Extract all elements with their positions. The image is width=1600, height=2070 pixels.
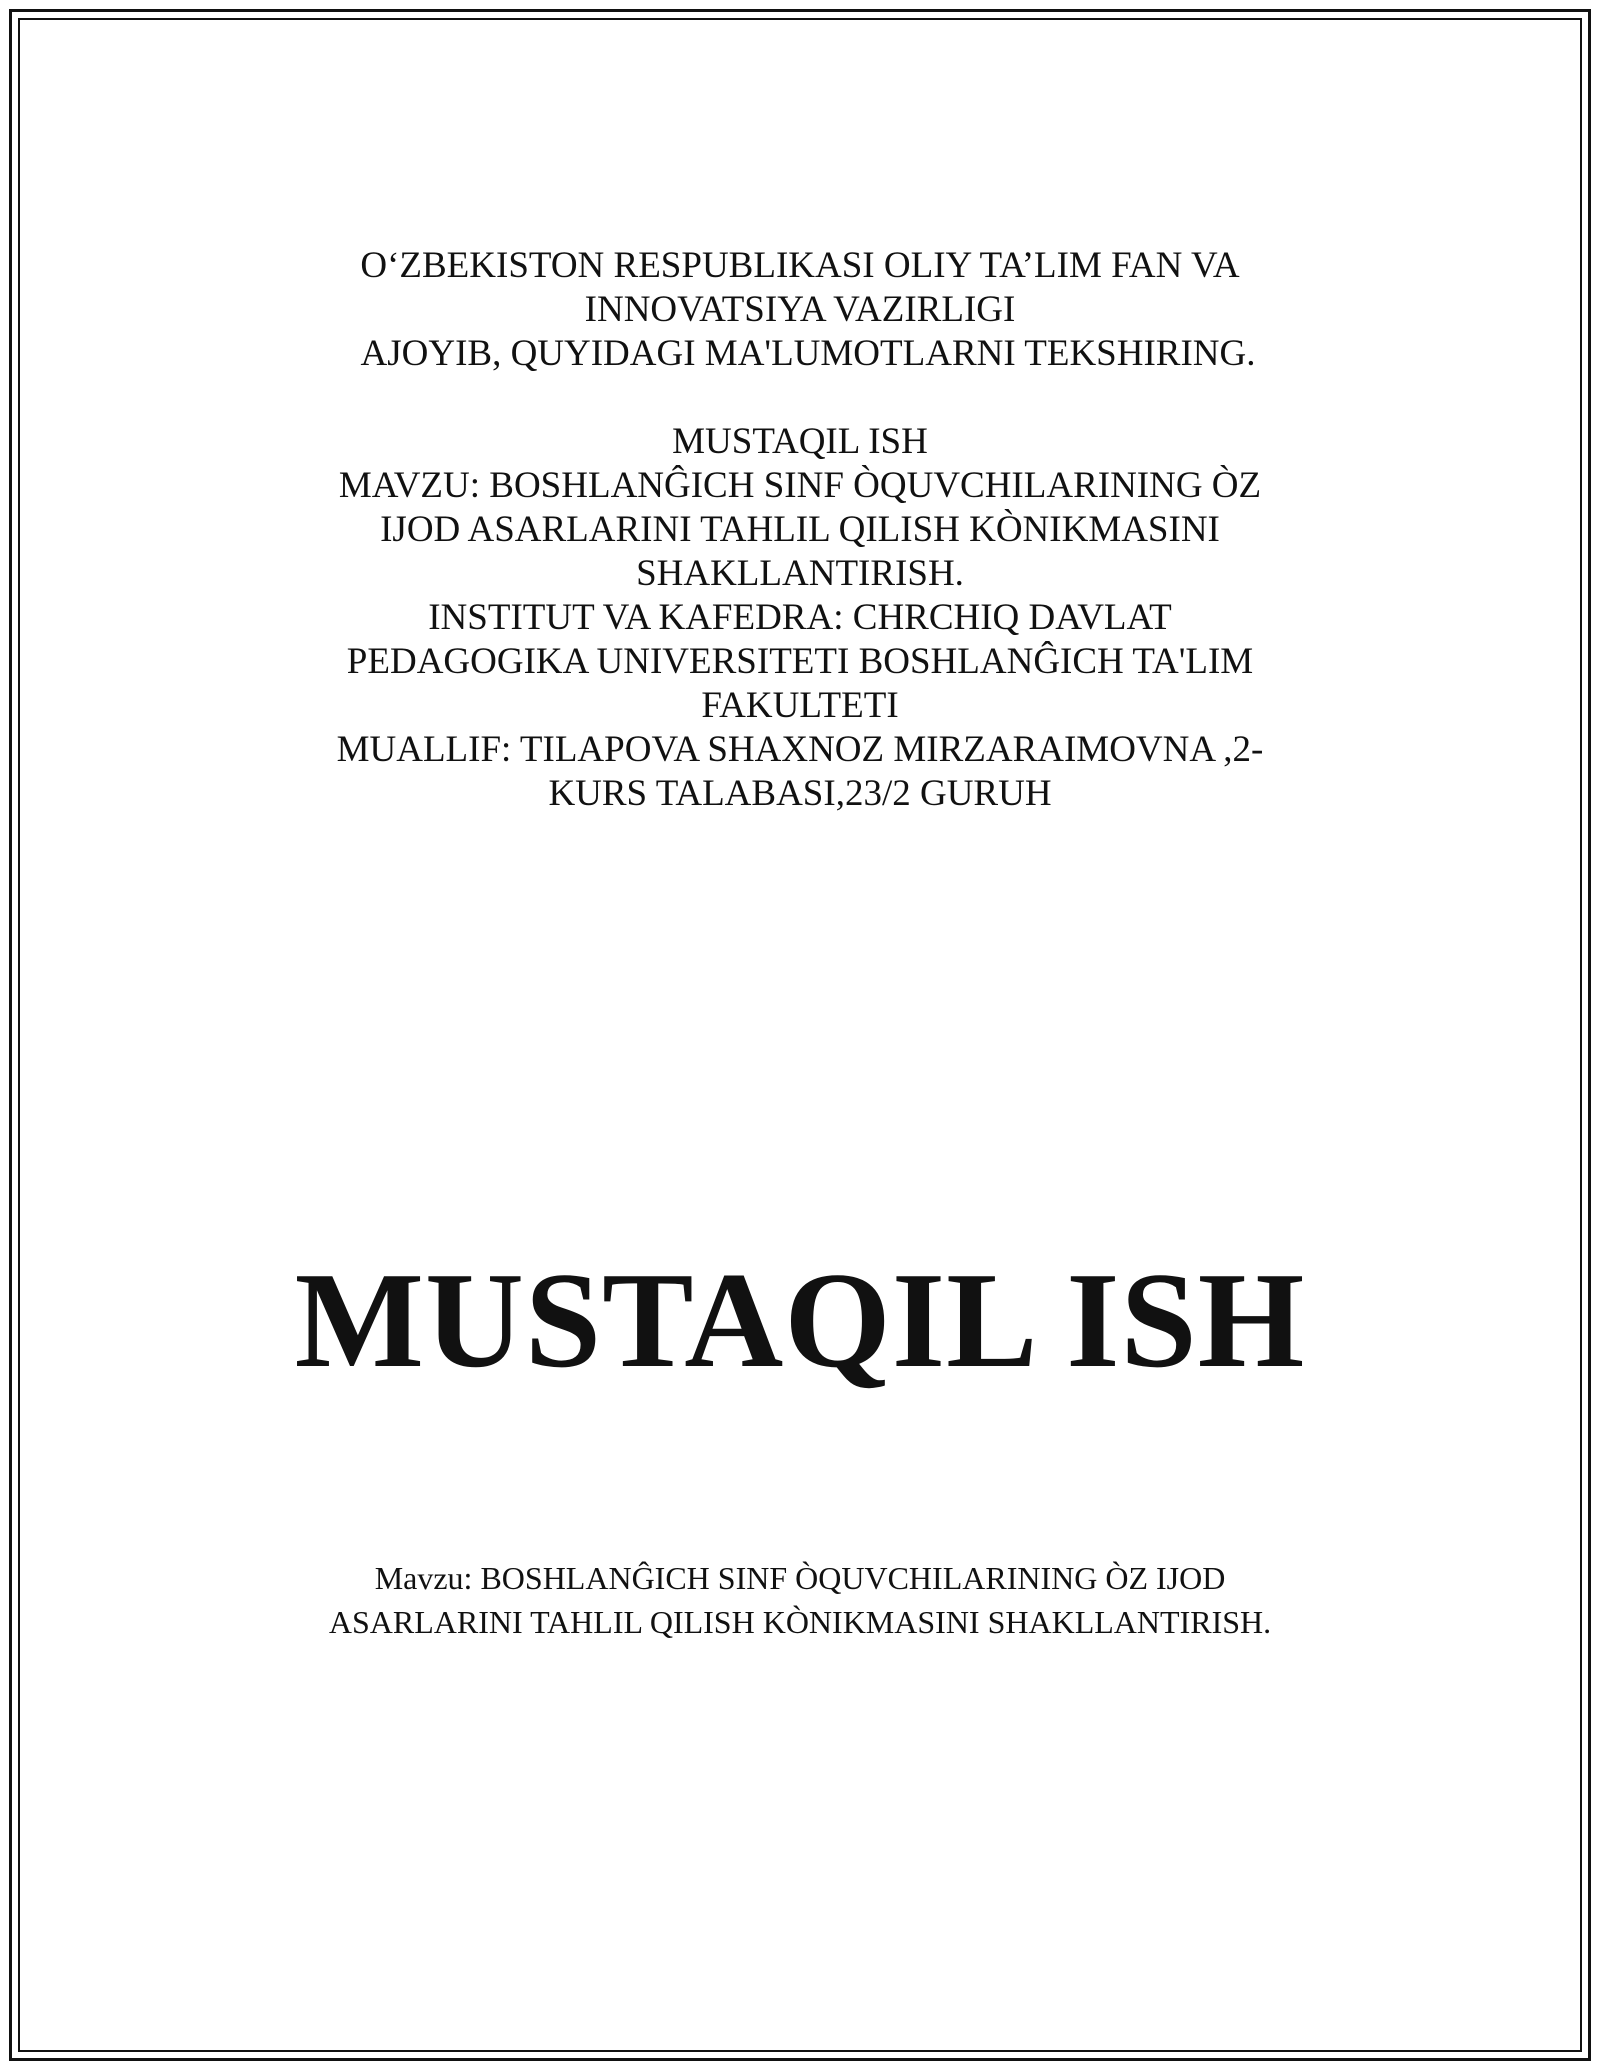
page-title: MUSTAQIL ISH bbox=[294, 1244, 1306, 1396]
topic-line-3: SHAKLLANTIRISH. bbox=[636, 553, 964, 594]
ministry-line-1: O‘ZBEKISTON RESPUBLIKASI OLIY TA’LIM FAN VA bbox=[360, 245, 1240, 286]
check-line: AJOYIB, QUYIDAGI MA'LUMOTLARNI TEKSHIRING. bbox=[360, 333, 1256, 374]
work-type: MUSTAQIL ISH bbox=[672, 421, 928, 462]
footer-topic-line-1: Mavzu: BOSHLANĜICH SINF ÒQUVCHILARINING ÒZ IJOD bbox=[374, 1560, 1226, 1596]
institute-line-2: PEDAGOGIKA UNIVERSITETI BOSHLANĜICH TA'LIM bbox=[346, 641, 1254, 682]
author-line-1: MUALLIF: TILAPOVA SHAXNOZ MIRZARAIMOVNA ,2- bbox=[336, 729, 1264, 770]
author-line-2: KURS TALABASI,23/2 GURUH bbox=[548, 773, 1052, 814]
footer-topic-line-2: ASARLARINI TAHLIL QILISH KÒNIKMASINI SHAKLLANTIRISH. bbox=[328, 1604, 1272, 1640]
cover-header bbox=[240, 244, 1360, 816]
topic-line-2: IJOD ASARLARINI TAHLIL QILISH KÒNIKMASINI bbox=[380, 509, 1220, 550]
header-spacer bbox=[240, 376, 1360, 420]
topic-footer bbox=[200, 1556, 1400, 1644]
institute-line-3: FAKULTETI bbox=[701, 685, 899, 726]
ministry-line-2: INNOVATSIYA VAZIRLIGI bbox=[584, 289, 1016, 330]
topic-line-1: MAVZU: BOSHLANĜICH SINF ÒQUVCHILARINING ÒZ bbox=[338, 465, 1262, 506]
institute-line-1: INSTITUT VA KAFEDRA: CHRCHIQ DAVLAT bbox=[428, 597, 1172, 638]
